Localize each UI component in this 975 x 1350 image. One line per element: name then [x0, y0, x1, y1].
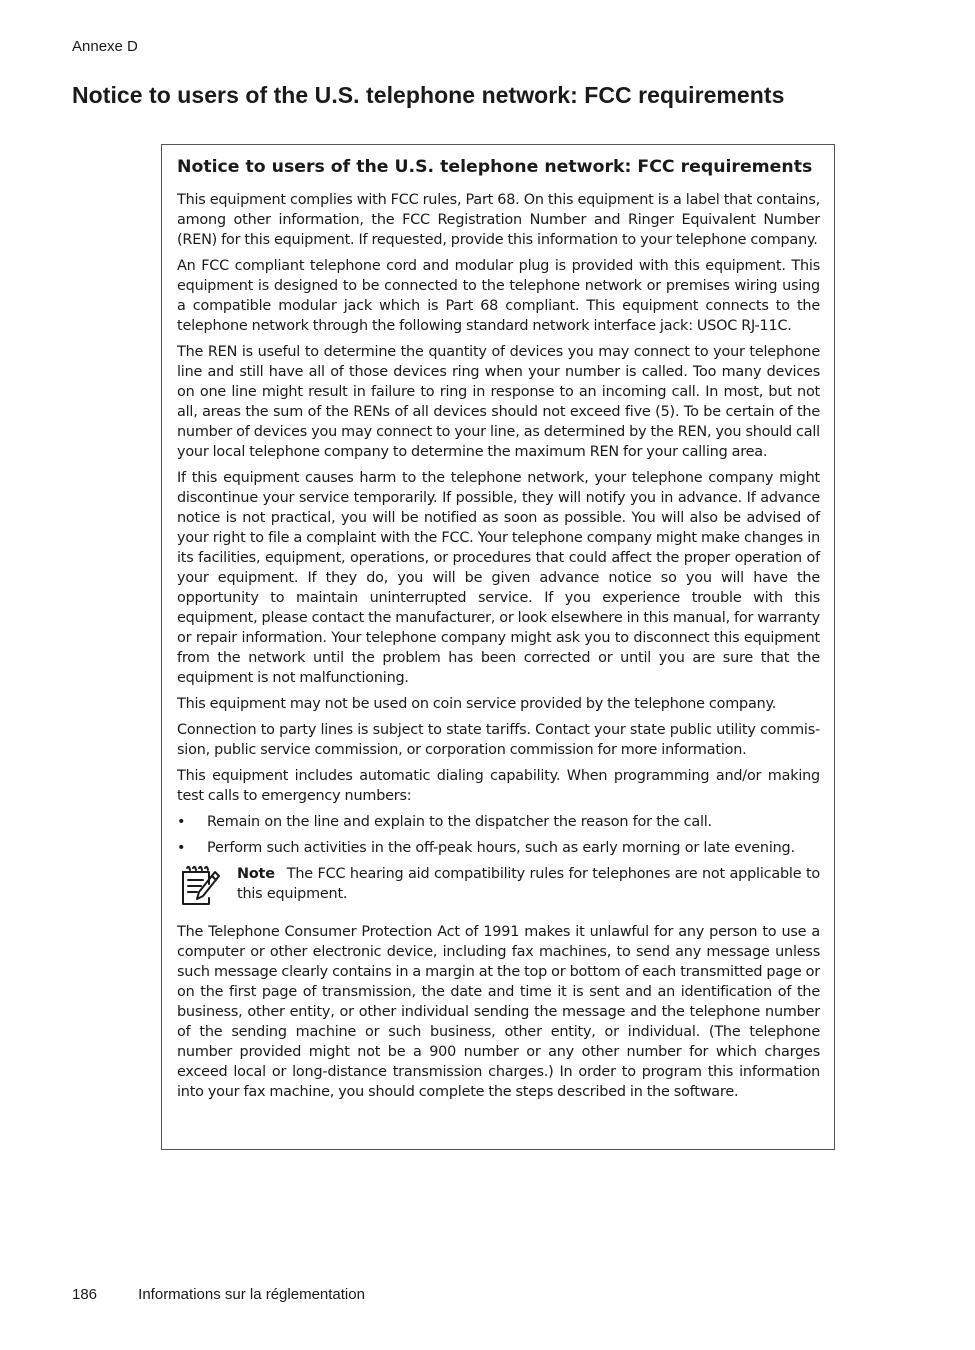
note-label: Note [237, 866, 275, 882]
note-block [177, 864, 820, 910]
page-footer [72, 1286, 365, 1303]
notice-paragraph-tcpa: The Telephone Consumer Protection Act of 1991 makes it unlawful for any person to use a computer or other electronic device, including fax machines, to send any message unless such message clearly contains in a margin at the top or bottom of each transmitted page or on the first page of transmission, the date and time it is sent and an identification of the business, other entity, or other individual sending the message and the telephone number of the sending machine or such business, other entity, or individual. (The telephone number provided might not be a 900 number or any other number for which charges exceed local or long-distance transmission charges.) In order to program this information into your fax machine, you should complete the steps described in the software. [177, 924, 820, 1100]
notice-paragraph-party-lines: Connection to party lines is subject to state tariffs. Contact your state public utility commis-sion, public service commission, or corporation commission for more information. [177, 722, 820, 758]
footer-section-title: Informations sur la réglementation [138, 1286, 365, 1303]
notice-paragraph-coin-service: This equipment may not be used on coin service provided by the telephone company. [177, 696, 777, 712]
list-item [177, 838, 820, 858]
annex-label: Annexe D [72, 38, 138, 55]
emergency-call-list [177, 812, 820, 858]
page-number: 186 [72, 1286, 98, 1303]
notice-paragraph-telephone-cord: An FCC compliant telephone cord and modular plug is provided with this equipment. This equipment is designed to be connected to the telephone network or premises wiring using a compatible modular jack which is Part 68 compliant. This equipment connects to the telephone network through the following standard network interface jack: USOC RJ-11C. [177, 258, 820, 334]
list-item-text: Remain on the line and explain to the dispatcher the reason for the call. [207, 814, 712, 830]
fcc-notice-box [161, 144, 835, 1150]
note-body: The FCC hearing aid compatibility rules for telephones are not applicable to this equipment. [237, 866, 820, 902]
notice-box-title: Notice to users of the U.S. telephone network: FCC requirements [177, 157, 813, 177]
list-item [177, 812, 820, 832]
notice-paragraph-network-harm: If this equipment causes harm to the telephone network, your telephone company might discontinue your service temporarily. If possible, they will notify you in advance. If advance notice is not practical, you will be notified as soon as possible. You will also be advised of your right to file a complaint with the FCC. Your telephone company might make changes in its facilities, equipment, operations, or procedures that could affect the proper operation of your equipment. If they do, you will be given advance notice so you will have the opportunity to maintain uninterrupted service. If you experience trouble with this equipment, please contact the manufacturer, or look elsewhere in this manual, for warranty or repair information. Your telephone company might ask you to disconnect this equipment from the network until the problem has been corrected or until you are sure that the equipment is not malfunctioning. [177, 470, 820, 686]
bullet-icon: • [177, 840, 186, 856]
notice-paragraph-part-68: This equipment complies with FCC rules, Part 68. On this equipment is a label that contains, among other information, the FCC Registration Number and Ringer Equivalent Number (REN) for this equipment. If requested, provide this information to your telephone company. [177, 192, 820, 248]
note-text [237, 864, 820, 904]
notice-paragraph-auto-dialing: This equipment includes automatic dialing capability. When programming and/or making test calls to emergency numbers: [177, 768, 820, 804]
page-title: Notice to users of the U.S. telephone network: FCC requirements [72, 82, 785, 108]
notepad-pencil-icon [179, 862, 221, 908]
bullet-icon: • [177, 814, 186, 830]
list-item-text: Perform such activities in the off-peak hours, such as early morning or late evening. [207, 840, 795, 856]
notice-paragraph-ren: The REN is useful to determine the quantity of devices you may connect to your telephone line and still have all of those devices ring when your number is called. Too many devices on one line might result in failure to ring in response to an incoming call. In most, but not all, areas the sum of the RENs of all devices should not exceed five (5). To be certain of the number of devices you may connect to your line, as determined by the REN, you should call your local telephone company to determine the maximum REN for your calling area. [177, 344, 820, 460]
